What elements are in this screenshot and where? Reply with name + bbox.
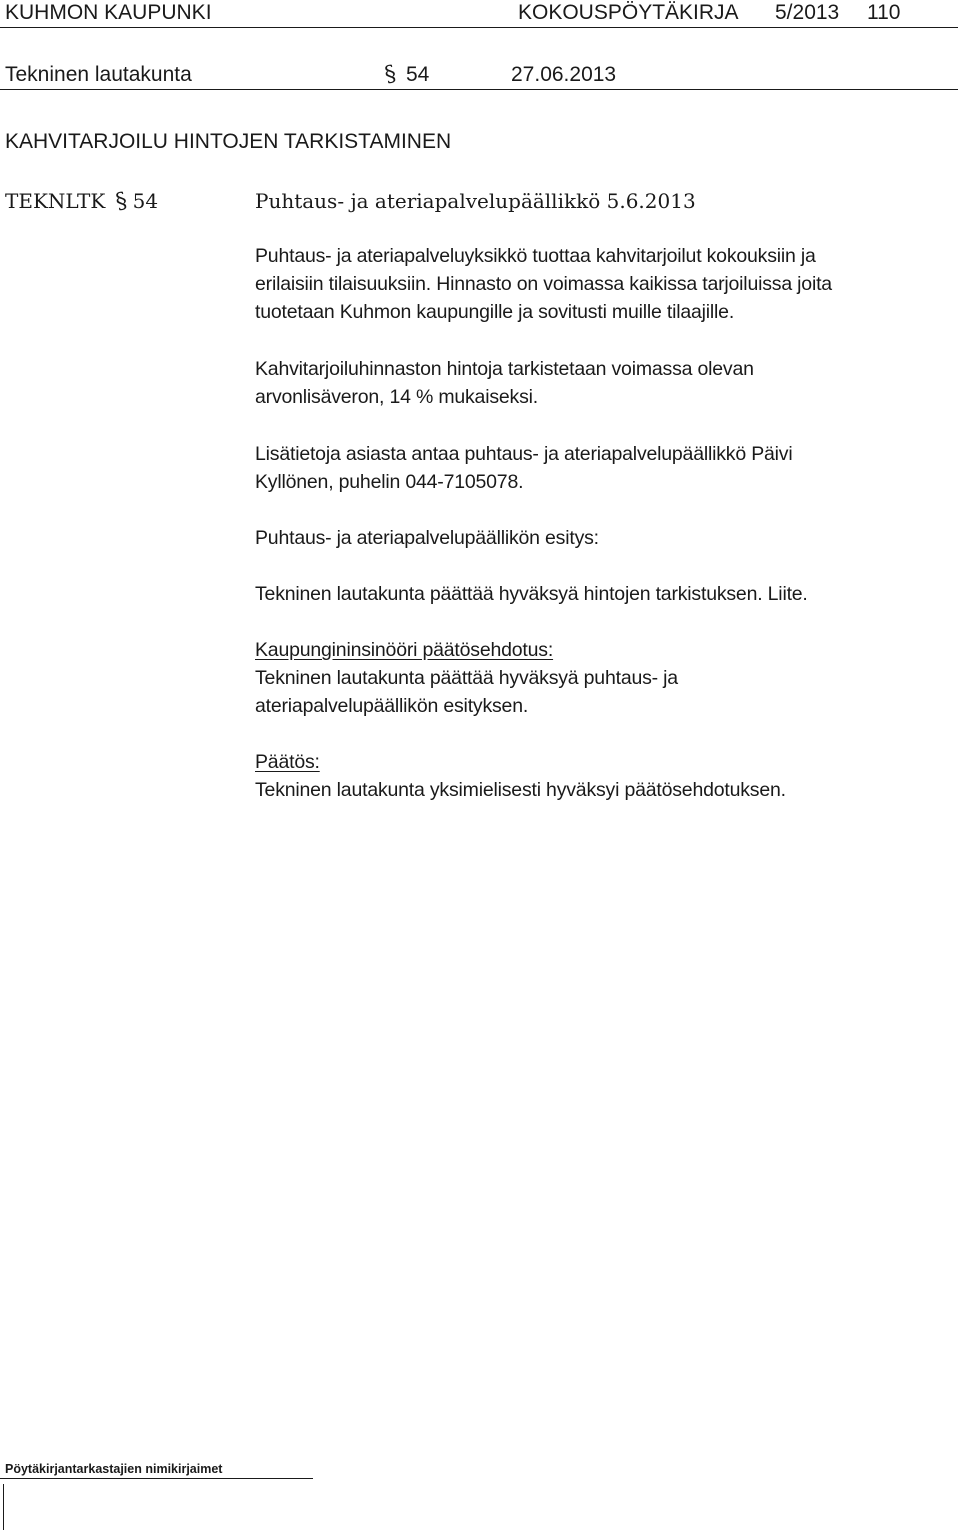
initials-box-edge xyxy=(3,1484,4,1530)
text-line: Tekninen lautakunta päättää hyväksyä puhtaus- ja xyxy=(255,667,678,689)
preparer-line: Puhtaus- ja ateriapalvelupäällikkö 5.6.2013 xyxy=(255,189,696,213)
manager-proposal-text xyxy=(255,580,955,608)
text-line: Lisätietoja asiasta antaa puhtaus- ja ateriapalvelupäällikkö Päivi xyxy=(255,443,793,465)
proposal-text: Tekninen lautakunta päättää hyväksyä hintojen tarkistuksen. Liite. xyxy=(255,583,808,605)
initials-line xyxy=(0,1478,313,1479)
vat-paragraph xyxy=(255,355,955,411)
reference-code xyxy=(5,187,158,216)
meeting-number: 5/2013 xyxy=(775,1,840,24)
text-line: tuotetaan Kuhmon kaupungille ja sovitusti muille tilaajille. xyxy=(255,301,735,323)
contact-paragraph xyxy=(255,440,955,496)
proposal-heading: Puhtaus- ja ateriapalvelupäällikön esitys: xyxy=(255,527,599,549)
page-title: KAHVITARJOILU HINTOJEN TARKISTAMINEN xyxy=(5,130,452,153)
reference-section: 54 xyxy=(132,189,159,213)
manager-proposal-heading xyxy=(255,524,955,552)
engineer-proposal xyxy=(255,636,955,720)
intro-paragraph xyxy=(255,242,955,326)
initials-label: Pöytäkirjantarkastajien nimikirjaimet xyxy=(5,1462,223,1476)
document-type: KOKOUSPÖYTÄKIRJA xyxy=(518,1,739,24)
proposal-heading: Kaupungininsinööri päätösehdotus: xyxy=(255,639,554,661)
section-number: 54 xyxy=(406,63,430,86)
text-line: Kyllönen, puhelin 044-7105078. xyxy=(255,471,524,493)
section-number-header xyxy=(382,61,430,88)
committee-code: TEKNLTK xyxy=(5,189,106,213)
section-sign-icon: § xyxy=(382,61,399,88)
text-line: arvonlisäveron, 14 % mukaiseksi. xyxy=(255,386,538,408)
section-sign-icon: § xyxy=(113,188,130,215)
header-divider xyxy=(0,27,958,28)
text-line: Puhtaus- ja ateriapalveluyksikkö tuottaa kahvitarjoilut kokouksiin ja xyxy=(255,245,816,267)
text-line: ateriapalvelupäällikön esityksen. xyxy=(255,695,529,717)
decision xyxy=(255,748,955,804)
municipality-name: KUHMON KAUPUNKI xyxy=(5,1,212,24)
board-name: Tekninen lautakunta xyxy=(5,63,192,86)
subheader-divider xyxy=(0,89,958,90)
text-line: erilaisiin tilaisuuksiin. Hinnasto on voimassa kaikissa tarjoiluissa joita xyxy=(255,273,832,295)
page-number: 110 xyxy=(867,1,901,24)
decision-text: Tekninen lautakunta yksimielisesti hyväksyi päätösehdotuksen. xyxy=(255,779,786,801)
decision-heading: Päätös: xyxy=(255,751,320,773)
text-line: Kahvitarjoiluhinnaston hintoja tarkistetaan voimassa olevan xyxy=(255,358,754,380)
meeting-date: 27.06.2013 xyxy=(511,63,617,86)
